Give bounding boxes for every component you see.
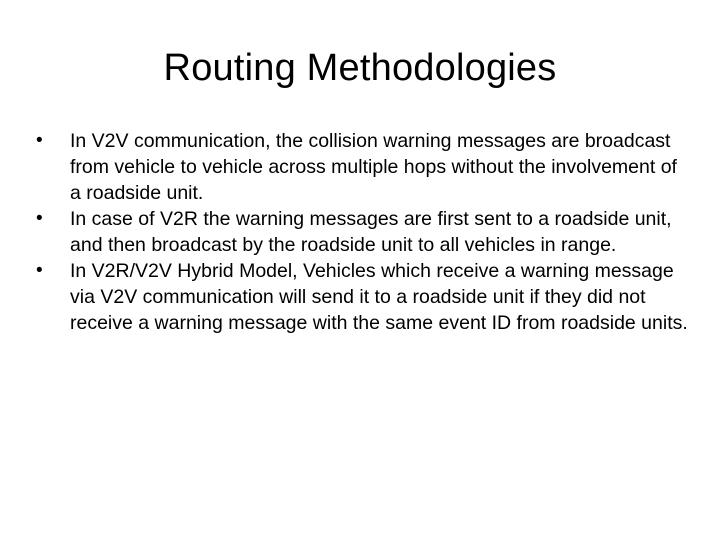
bullet-icon: • — [36, 260, 43, 281]
bullet-item — [36, 128, 688, 206]
bullet-text: In V2R/V2V Hybrid Model, Vehicles which receive a warning message via V2V communication will send it to a roadside unit if they did not receive a warning message with the same event ID from roadside units. — [70, 260, 688, 334]
bullet-item — [36, 258, 688, 336]
bullet-icon: • — [36, 208, 43, 229]
bullet-list — [36, 128, 688, 336]
bullet-text: In case of V2R the warning messages are first sent to a roadside unit, and then broadcast by the roadside unit to all vehicles in range. — [70, 208, 672, 256]
bullet-text: In V2V communication, the collision warning messages are broadcast from vehicle to vehicle across multiple hops without the involvement of a roadside unit. — [70, 130, 677, 204]
slide-title: Routing Methodologies — [163, 47, 557, 89]
bullet-icon: • — [36, 130, 43, 151]
bullet-item — [36, 206, 688, 258]
